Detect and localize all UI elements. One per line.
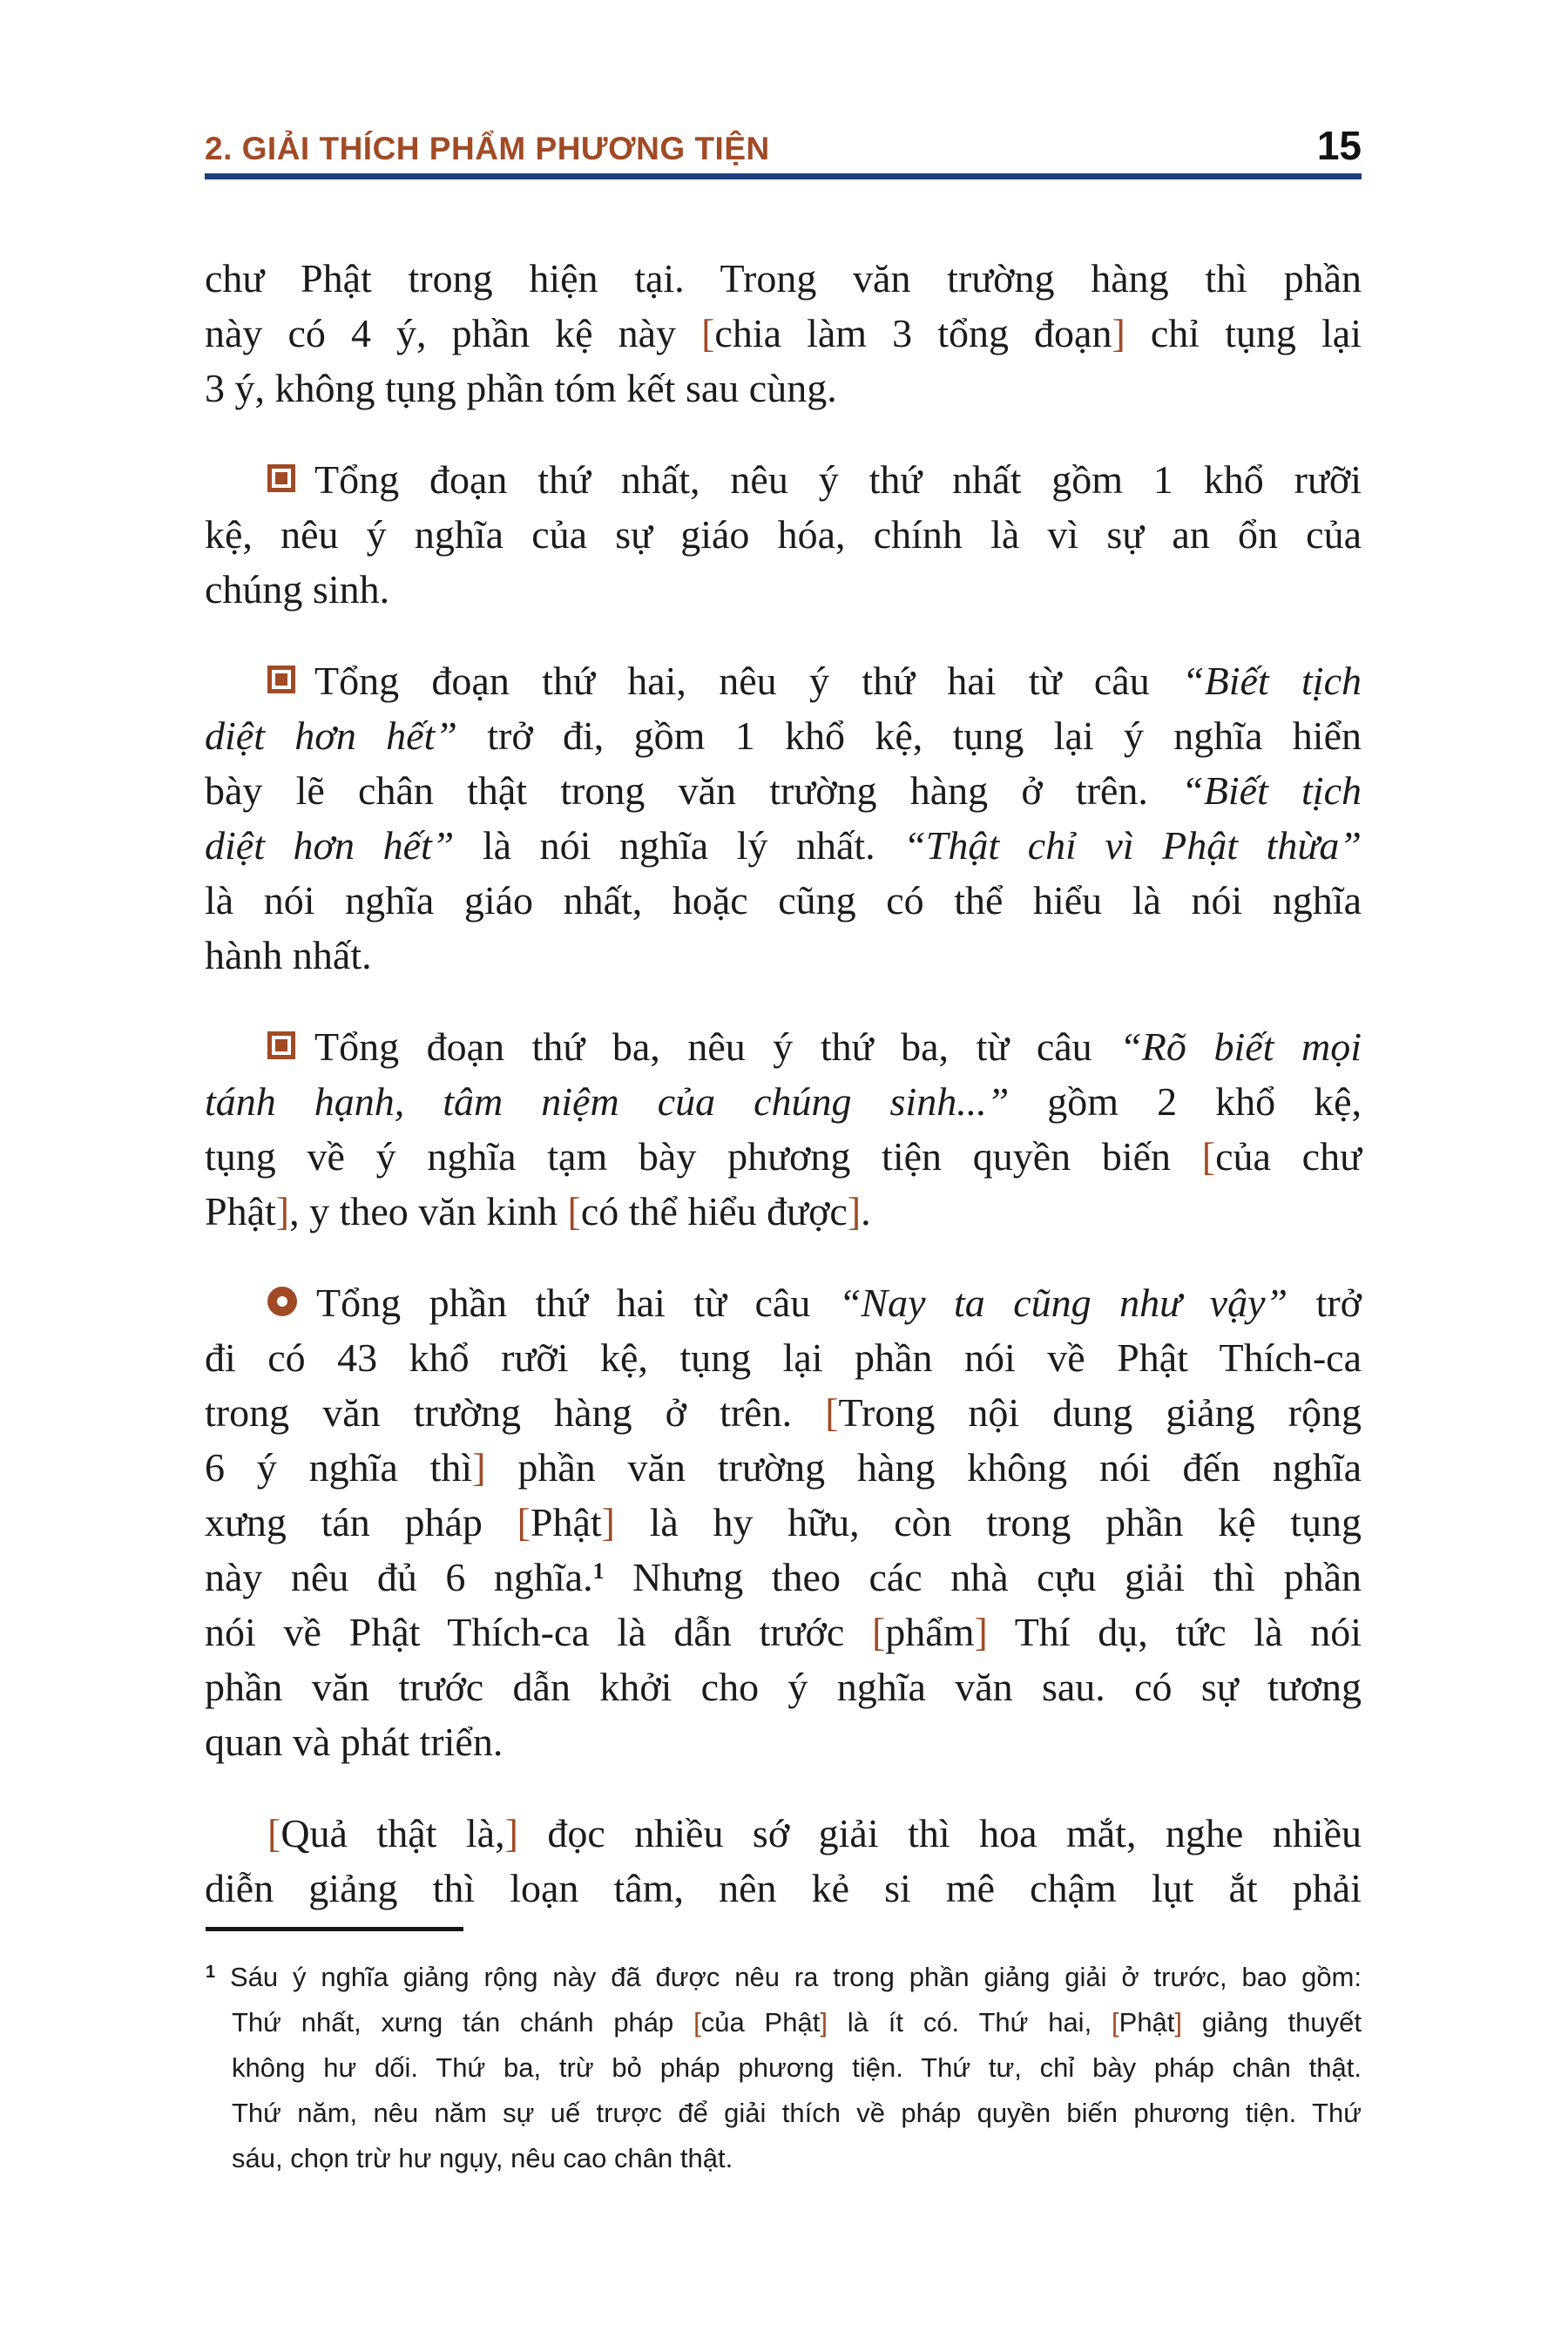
text-run: đọc nhiều sớ giải thì hoa mắt, nghe nhiều [517,1811,1362,1855]
text-line [206,2045,1362,2091]
text-run: phẩm [885,1610,975,1654]
footnote-reference: 1 [592,1558,605,1584]
text-run: [ [871,1610,886,1654]
text-line [205,306,1362,361]
text-run: ] [1174,2007,1183,2038]
text-run: quan và phát triển. [205,1720,504,1764]
text-run: Tổng phần thứ hai từ câu [316,1281,839,1325]
text-run: không hư dối. Thứ ba, trừ bỏ pháp phương tiện. Thứ tư, chỉ bày pháp chân thật. [232,2052,1362,2083]
text-run: này có 4 ý, phần kệ này [205,311,702,355]
text-run: của Phật [700,2007,821,2038]
text-line [205,873,1362,928]
text-line [205,1019,1362,1074]
text-line [205,1129,1362,1184]
text-run: [ [825,1390,839,1435]
text-run: diễn giảng thì loạn tâm, nên kẻ si mê chậm lụt ắt phải [205,1866,1362,1910]
page-number: 15 [1316,123,1362,168]
page-header [205,122,1362,169]
text-run: [ [1112,2007,1119,2038]
square-bullet-icon [267,666,295,693]
text-run: này nêu đủ 6 nghĩa. [205,1555,593,1599]
text-line [205,1440,1362,1495]
text-run: là ít có. Thứ hai, [827,2007,1112,2038]
text-run: ] [275,1189,290,1233]
text-run: phần văn trường hàng không nói đến nghĩa [485,1445,1362,1490]
text-run: “Nay ta cũng như vậy” [838,1281,1288,1325]
text-run: [ [693,2007,701,2038]
text-run: Thí dụ, tức là nói [987,1610,1362,1654]
text-run: diệt hơn hết” [205,713,457,758]
text-run: Nhưng theo các nhà cựu giải thì phần [604,1555,1362,1599]
text-line [205,1330,1362,1385]
text-run: “Biết tịch [1182,659,1362,703]
text-line [205,361,1362,416]
body-text [205,251,1362,1916]
text-run: trong văn trường hàng ở trên. [205,1390,826,1435]
footnote-reference: 1 [206,1963,216,1982]
text-run: là nói nghĩa lý nhất. [454,823,904,868]
text-line [205,1806,1362,1861]
text-run: tụng về ý nghĩa tạm bày phương tiện quyền biến [205,1134,1202,1179]
text-line [205,1550,1362,1605]
text-run: ] [847,1189,862,1233]
text-line [205,1861,1362,1916]
square-bullet-icon [267,464,295,492]
text-run: đi có 43 khổ rưỡi kệ, tụng lại phần nói về Phật Thích-ca [205,1335,1362,1380]
header-rule [205,173,1362,179]
text-run: trở [1288,1281,1362,1325]
text-line [205,1275,1362,1330]
text-line [205,1659,1362,1714]
circle-bullet-icon [267,1287,297,1316]
text-line [205,1074,1362,1129]
text-run: ] [1112,311,1125,355]
text-run: ] [472,1445,486,1490]
text-run: ] [974,1610,988,1654]
text-run: Phật [205,1189,276,1233]
paragraph [205,653,1362,983]
paragraph [205,1019,1362,1239]
footnote-separator [206,1927,463,1931]
text-run: trở đi, gồm 1 khổ kệ, tụng lại ý nghĩa hiển [456,713,1362,758]
text-run: Thứ nhất, xưng tán chánh pháp [232,2007,694,2038]
text-run: là hy hữu, còn trong phần kệ tụng [614,1500,1362,1544]
text-run: tánh hạnh, tâm niệm của chúng sinh...” [205,1079,1010,1124]
text-line [205,251,1362,306]
text-line [205,1385,1362,1440]
text-run: “Biết tịch [1181,768,1362,813]
text-line [205,452,1362,507]
text-run: phần văn trước dẫn khởi cho ý nghĩa văn sau. có sự tương [205,1665,1362,1709]
text-run: Phật [530,1500,602,1544]
text-run: giảng thuyết [1182,2007,1362,2038]
text-line [205,1495,1362,1550]
text-run: là nói nghĩa giáo nhất, hoặc cũng có thể hiểu là nói nghĩa [205,878,1362,923]
text-run: hành nhất. [205,933,372,977]
square-bullet-icon [267,1031,295,1059]
text-run: , y theo văn kinh [289,1189,568,1233]
chapter-title: 2. GIẢI THÍCH PHẨM PHƯƠNG TIỆN [205,131,770,166]
text-run: Thứ năm, nêu năm sự uế trược để giải thích về pháp quyền biến phương tiện. Thứ [232,2098,1362,2128]
text-line [205,928,1362,983]
text-run: Phật [1119,2007,1175,2038]
text-line [205,507,1362,562]
text-run: gồm 2 khổ kệ, [1009,1079,1362,1124]
text-run: Sáu ý nghĩa giảng rộng này đã được nêu ra trong phần giảng giải ở trước, bao gồm: [215,1962,1362,1992]
text-run: của chư [1215,1134,1362,1179]
text-line [205,763,1362,818]
text-run: 3 ý, không tụng phần tóm kết sau cùng. [205,366,837,410]
text-run: có thể hiểu được [580,1189,848,1233]
text-line [206,2136,1362,2181]
text-run: 6 ý nghĩa thì [205,1445,473,1490]
text-run: sáu, chọn trừ hư ngụy, nêu cao chân thật. [232,2143,733,2173]
text-run: [ [701,311,715,355]
text-line [205,1605,1362,1659]
text-line [205,1184,1362,1239]
paragraph [205,1275,1362,1769]
text-run: Quả thật là, [280,1811,505,1855]
paragraph [205,1806,1362,1916]
text-run: “Thật chỉ vì Phật thừa” [903,823,1362,868]
footnote [206,1955,1362,2181]
text-line [205,653,1362,708]
text-run: ] [504,1811,518,1855]
text-run: chúng sinh. [205,567,390,612]
text-run: [ [267,1811,281,1855]
text-run: nói về Phật Thích-ca là dẫn trước [205,1610,872,1654]
text-run: chư Phật trong hiện tại. Trong văn trường hàng thì phần [205,256,1362,301]
text-run: [ [567,1189,581,1233]
text-line [205,708,1362,763]
text-run: Tổng đoạn thứ nhất, nêu ý thứ nhất gồm 1 khổ rưỡi [314,457,1362,502]
text-run: [ [517,1500,531,1544]
text-run: Tổng đoạn thứ ba, nêu ý thứ ba, từ câu [314,1024,1120,1069]
text-run: . [861,1189,871,1233]
text-run: [ [1201,1134,1216,1179]
text-line [206,2000,1362,2045]
text-run: diệt hơn hết” [205,823,455,868]
paragraph [205,452,1362,617]
text-line [205,818,1362,873]
text-run: “Rõ biết mọi [1119,1024,1362,1069]
text-run: xưng tán pháp [205,1500,517,1544]
text-line [205,562,1362,617]
text-line [206,1955,1362,2000]
text-run: Trong nội dung giảng rộng [838,1390,1362,1435]
text-run: chia làm 3 tổng đoạn [714,311,1112,355]
text-run: ] [601,1500,615,1544]
text-line [205,1714,1362,1769]
text-line [206,2091,1362,2136]
text-run: bày lẽ chân thật trong văn trường hàng ở trên. [205,768,1182,813]
text-run: kệ, nêu ý nghĩa của sự giáo hóa, chính là vì sự an ổn của [205,512,1362,557]
text-run: chỉ tụng lại [1125,311,1362,355]
text-run: Tổng đoạn thứ hai, nêu ý thứ hai từ câu [314,659,1183,703]
text-run: ] [820,2007,828,2038]
paragraph [205,251,1362,416]
